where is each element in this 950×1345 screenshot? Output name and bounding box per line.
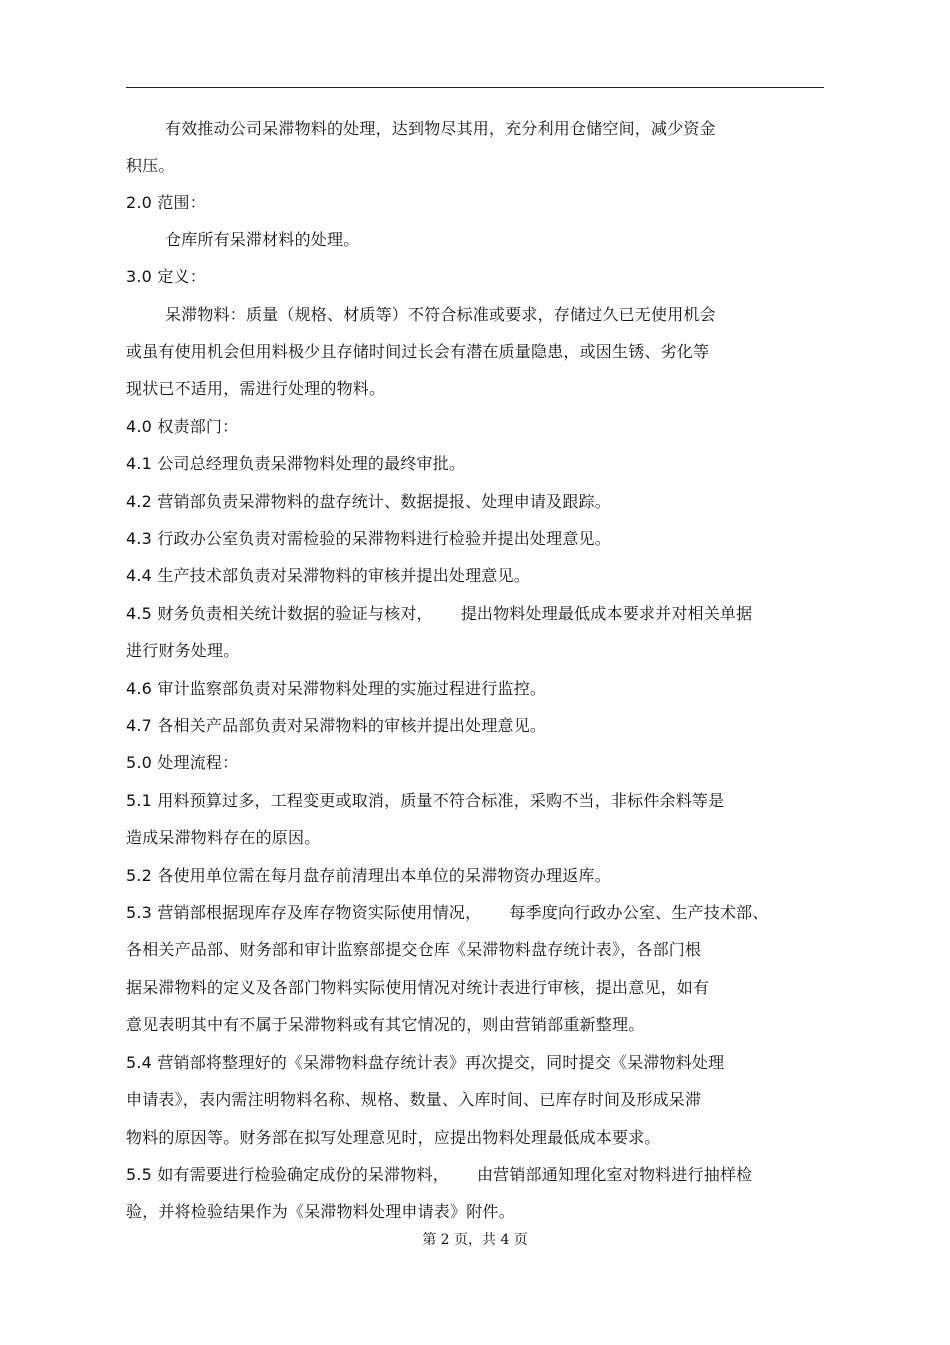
text-line: 4.3 行政办公室负责对需检验的呆滞物料进行检验并提出处理意见。 xyxy=(126,529,611,548)
text-line: 意见表明其中有不属于呆滞物料或有其它情况的，则由营销部重新整理。 xyxy=(126,1015,645,1034)
text-line: 有效推动公司呆滞物料的处理，达到物尽其用，充分利用仓储空间，减少资金 xyxy=(165,119,716,138)
text-segment: 提出物料处理最低成本要求并对相关单据 xyxy=(460,604,753,623)
text-line: 4.7 各相关产品部负责对呆滞物料的审核并提出处理意见。 xyxy=(126,716,547,735)
text-line: 各相关产品部、财务部和审计监察部提交仓库《呆滞物料盘存统计表》，各部门根 xyxy=(126,940,702,959)
text-segment: 4.5 财务负责相关统计数据的验证与核对， xyxy=(126,604,433,623)
text-line xyxy=(126,1164,752,1186)
text-line: 验，并将检验结果作为《呆滞物料处理申请表》附件。 xyxy=(126,1202,515,1221)
text-line: 4.6 审计监察部负责对呆滞物料处理的实施过程进行监控。 xyxy=(126,679,547,698)
text-line: 积压。 xyxy=(126,156,175,175)
section-heading: 4.0 权责部门： xyxy=(126,417,239,436)
text-line: 据呆滞物料的定义及各部门物料实际使用情况对统计表进行审核，提出意见，如有 xyxy=(126,978,710,997)
text-line: 5.2 各使用单位需在每月盘存前清理出本单位的呆滞物资办理返库。 xyxy=(126,866,611,885)
text-line: 5.1 用料预算过多，工程变更或取消，质量不符合标准，采购不当，非标件余料等是 xyxy=(126,791,725,810)
text-line: 4.4 生产技术部负责对呆滞物料的审核并提出处理意见。 xyxy=(126,566,530,585)
page-footer: 第 2 页，共 4 页 xyxy=(422,1232,528,1248)
text-segment: 每季度向行政办公室、生产技术部、 xyxy=(509,903,769,922)
text-line: 仓库所有呆滞材料的处理。 xyxy=(165,230,360,249)
text-line xyxy=(126,902,769,924)
text-line: 4.1 公司总经理负责呆滞物料处理的最终审批。 xyxy=(126,454,466,473)
section-heading: 2.0 范围： xyxy=(126,193,206,212)
text-line: 申请表》，表内需注明物料名称、规格、数量、入库时间、已库存时间及形成呆滞 xyxy=(126,1090,702,1109)
text-segment: 5.5 如有需要进行检验确定成份的呆滞物料， xyxy=(126,1165,449,1184)
section-heading: 3.0 定义： xyxy=(126,267,206,286)
text-segment: 由营销部通知理化室对物料进行抽样检 xyxy=(476,1165,753,1184)
text-line: 呆滞物料：质量（规格、材质等）不符合标准或要求，存储过久已无使用机会 xyxy=(165,305,716,324)
text-line: 进行财务处理。 xyxy=(126,641,240,660)
text-line xyxy=(126,603,752,625)
header-rule xyxy=(126,87,824,88)
text-line: 物料的原因等。财务部在拟写处理意见时，应提出物料处理最低成本要求。 xyxy=(126,1128,661,1147)
text-line: 或虽有使用机会但用料极少且存储时间过长会有潜在质量隐患，或因生锈、劣化等 xyxy=(126,342,710,361)
text-line: 4.2 营销部负责呆滞物料的盘存统计、数据提报、处理申请及跟踪。 xyxy=(126,492,611,511)
text-line: 现状已不适用，需进行处理的物料。 xyxy=(126,379,386,398)
text-line: 5.4 营销部将整理好的《呆滞物料盘存统计表》再次提交，同时提交《呆滞物料处理 xyxy=(126,1053,725,1072)
text-line: 造成呆滞物料存在的原因。 xyxy=(126,828,321,847)
text-segment: 5.3 营销部根据现库存及库存物资实际使用情况， xyxy=(126,903,482,922)
section-heading: 5.0 处理流程： xyxy=(126,753,239,772)
